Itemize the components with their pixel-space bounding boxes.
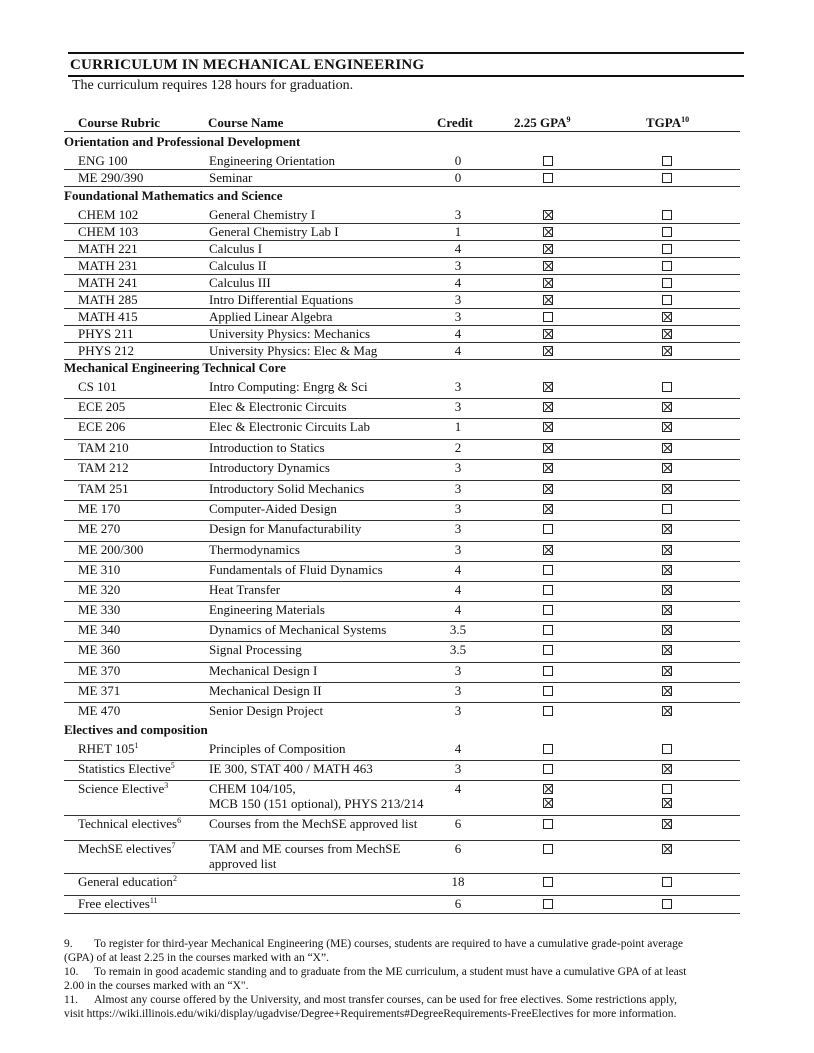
course-name: Courses from the MechSE approved list bbox=[209, 816, 418, 831]
course-credit: 3 bbox=[454, 460, 462, 475]
header-rubric: Course Rubric bbox=[78, 115, 160, 130]
table-row bbox=[64, 740, 740, 761]
course-rubric bbox=[78, 683, 120, 698]
header-name: Course Name bbox=[208, 115, 284, 130]
footnote bbox=[64, 937, 754, 965]
gpa-checkbox[interactable] bbox=[543, 382, 553, 392]
course-name-line2: MCB 150 (151 optional), PHYS 213/214 bbox=[209, 796, 424, 811]
tgpa-checkbox[interactable] bbox=[662, 504, 672, 514]
course-rubric-text: Science Elective bbox=[78, 781, 165, 796]
title-rule bbox=[68, 75, 744, 77]
course-name: TAM and ME courses from MechSE bbox=[209, 841, 401, 856]
footnote bbox=[64, 965, 754, 993]
footnote-text-line2: visit https://wiki.illinois.edu/wiki/display/ugadvise/Degree+Requirements#DegreeRequirements-FreeElectives for more information. bbox=[64, 1008, 677, 1020]
tgpa-checkbox[interactable] bbox=[662, 382, 672, 392]
course-credit: 4 bbox=[454, 582, 462, 597]
table-row bbox=[64, 702, 740, 720]
course-name: Engineering Materials bbox=[209, 602, 325, 617]
tgpa-checkbox[interactable] bbox=[662, 329, 672, 339]
table-row bbox=[64, 760, 740, 781]
course-rubric-text: ME 340 bbox=[78, 622, 121, 637]
table-row bbox=[64, 682, 740, 703]
gpa-checkbox[interactable] bbox=[543, 744, 553, 754]
course-name: Intro Differential Equations bbox=[209, 292, 354, 307]
course-rubric bbox=[78, 582, 120, 597]
tgpa-checkbox[interactable] bbox=[662, 784, 672, 794]
course-rubric-text: ME 371 bbox=[78, 683, 121, 698]
course-rubric bbox=[78, 781, 168, 796]
course-rubric-text: ME 170 bbox=[78, 501, 121, 516]
course-rubric-text: Technical electives bbox=[78, 816, 178, 831]
tgpa-checkbox[interactable] bbox=[662, 524, 672, 534]
course-rubric bbox=[78, 460, 129, 475]
table-row bbox=[64, 459, 740, 481]
gpa-checkbox[interactable] bbox=[543, 877, 553, 887]
course-rubric-text: ECE 206 bbox=[78, 419, 126, 434]
course-name: Heat Transfer bbox=[209, 582, 281, 597]
course-rubric-text: MATH 415 bbox=[78, 309, 138, 324]
course-credit: 4 bbox=[454, 562, 462, 577]
table-row bbox=[64, 398, 740, 419]
gpa-checkbox[interactable] bbox=[543, 422, 553, 432]
course-rubric bbox=[78, 703, 120, 718]
gpa-checkbox[interactable] bbox=[543, 565, 553, 575]
tgpa-checkbox[interactable] bbox=[662, 278, 672, 288]
gpa-checkbox[interactable] bbox=[543, 504, 553, 514]
course-name: Senior Design Project bbox=[209, 703, 324, 718]
gpa-checkbox[interactable] bbox=[543, 899, 553, 909]
course-credit: 3.5 bbox=[449, 642, 467, 657]
tgpa-checkbox[interactable] bbox=[662, 844, 672, 854]
course-rubric-text: MATH 231 bbox=[78, 258, 138, 273]
course-credit: 18 bbox=[451, 874, 465, 889]
course-rubric bbox=[78, 343, 134, 358]
gpa-checkbox[interactable] bbox=[543, 156, 553, 166]
course-rubric bbox=[78, 153, 127, 168]
section-title: Orientation and Professional Development bbox=[64, 134, 301, 149]
course-rubric bbox=[78, 761, 175, 776]
gpa-checkbox[interactable] bbox=[543, 666, 553, 676]
course-name: Introductory Solid Mechanics bbox=[209, 481, 365, 496]
course-rubric bbox=[78, 896, 158, 911]
course-rubric-text: CS 101 bbox=[78, 379, 117, 394]
table-row bbox=[64, 895, 740, 914]
table-row bbox=[64, 274, 740, 292]
gpa-checkbox[interactable] bbox=[543, 244, 553, 254]
tgpa-checkbox[interactable] bbox=[662, 565, 672, 575]
footnote-text-line2: 2.00 in the courses marked with an “X". bbox=[64, 980, 249, 992]
course-credit: 4 bbox=[454, 602, 462, 617]
course-rubric bbox=[78, 326, 134, 341]
course-name: Applied Linear Algebra bbox=[209, 309, 333, 324]
gpa-checkbox[interactable] bbox=[543, 443, 553, 453]
table-row bbox=[64, 240, 740, 258]
course-rubric-text: TAM 212 bbox=[78, 460, 129, 475]
section-title: Mechanical Engineering Technical Core bbox=[64, 360, 286, 375]
course-name: Introductory Dynamics bbox=[209, 460, 330, 475]
tgpa-checkbox[interactable] bbox=[662, 346, 672, 356]
tgpa-checkbox[interactable] bbox=[662, 899, 672, 909]
tgpa-checkbox[interactable] bbox=[662, 261, 672, 271]
course-credit: 3 bbox=[454, 292, 462, 307]
course-credit: 4 bbox=[454, 326, 462, 341]
course-rubric-text: ME 320 bbox=[78, 582, 121, 597]
course-credit: 4 bbox=[454, 275, 462, 290]
footnote-marker: 5 bbox=[170, 761, 175, 770]
table-row bbox=[64, 815, 740, 841]
course-rubric bbox=[78, 602, 120, 617]
gpa-checkbox[interactable] bbox=[543, 261, 553, 271]
table-row bbox=[64, 581, 740, 602]
course-rubric bbox=[78, 241, 138, 256]
course-name: Dynamics of Mechanical Systems bbox=[209, 622, 387, 637]
course-rubric bbox=[78, 170, 143, 185]
course-rubric-text: TAM 210 bbox=[78, 440, 129, 455]
course-credit: 6 bbox=[454, 816, 462, 831]
header-tgpa-footnote: 10 bbox=[681, 115, 690, 124]
course-rubric bbox=[78, 379, 117, 394]
course-name: Seminar bbox=[209, 170, 253, 185]
course-name: Intro Computing: Engrg & Sci bbox=[209, 379, 368, 394]
course-rubric bbox=[78, 501, 120, 516]
course-name: Engineering Orientation bbox=[209, 153, 335, 168]
table-row bbox=[64, 257, 740, 275]
course-credit: 0 bbox=[454, 170, 462, 185]
course-name: Mechanical Design II bbox=[209, 683, 322, 698]
footnote-number: 10. bbox=[64, 966, 79, 978]
gpa-checkbox[interactable] bbox=[543, 686, 553, 696]
gpa-checkbox[interactable] bbox=[543, 844, 553, 854]
footnote-marker: 7 bbox=[171, 841, 176, 850]
course-rubric bbox=[78, 741, 138, 756]
header-gpa bbox=[514, 115, 570, 131]
course-rubric bbox=[78, 275, 138, 290]
course-rubric-text: ME 290/390 bbox=[78, 170, 144, 185]
course-rubric bbox=[78, 292, 138, 307]
table-row bbox=[64, 206, 740, 224]
course-rubric bbox=[78, 309, 138, 324]
table-row bbox=[64, 152, 740, 170]
footnote-text: Almost any course offered by the University, and most transfer courses, can be used for free electives. Some restrictions apply, bbox=[94, 994, 678, 1006]
gpa-checkbox[interactable] bbox=[543, 173, 553, 183]
course-rubric-text: ME 270 bbox=[78, 521, 121, 536]
course-credit: 3 bbox=[454, 521, 462, 536]
tgpa-checkbox[interactable] bbox=[662, 819, 672, 829]
course-rubric-text: ECE 205 bbox=[78, 399, 126, 414]
gpa-checkbox[interactable] bbox=[543, 278, 553, 288]
course-rubric-text: General education bbox=[78, 874, 173, 889]
course-credit: 3 bbox=[454, 379, 462, 394]
course-rubric bbox=[78, 521, 120, 536]
gpa-checkbox[interactable] bbox=[543, 346, 553, 356]
course-credit: 0 bbox=[454, 153, 462, 168]
tgpa-checkbox[interactable] bbox=[662, 210, 672, 220]
course-credit: 3 bbox=[454, 501, 462, 516]
course-name: Thermodynamics bbox=[209, 542, 300, 557]
course-name: IE 300, STAT 400 / MATH 463 bbox=[209, 761, 373, 776]
top-rule bbox=[68, 52, 744, 54]
table-row bbox=[64, 641, 740, 663]
course-credit: 4 bbox=[454, 343, 462, 358]
course-rubric-text: ME 330 bbox=[78, 602, 121, 617]
course-rubric-text: Free electives bbox=[78, 896, 150, 911]
table-row bbox=[64, 223, 740, 241]
course-name: Elec & Electronic Circuits bbox=[209, 399, 347, 414]
course-rubric-text: ENG 100 bbox=[78, 153, 128, 168]
course-rubric bbox=[78, 207, 138, 222]
course-rubric bbox=[78, 258, 138, 273]
course-credit: 4 bbox=[454, 241, 462, 256]
course-name: Calculus I bbox=[209, 241, 263, 256]
course-name: Principles of Composition bbox=[209, 741, 346, 756]
tgpa-checkbox[interactable] bbox=[662, 645, 672, 655]
header-rule bbox=[64, 131, 740, 132]
course-credit: 2 bbox=[454, 440, 462, 455]
gpa-checkbox[interactable] bbox=[543, 484, 553, 494]
course-rubric bbox=[78, 481, 129, 496]
course-rubric bbox=[78, 663, 120, 678]
course-rubric-text: MATH 221 bbox=[78, 241, 138, 256]
footnote-marker: 2 bbox=[172, 874, 177, 883]
table-row bbox=[64, 840, 740, 874]
tgpa-checkbox-2[interactable] bbox=[662, 798, 672, 808]
tgpa-checkbox[interactable] bbox=[662, 312, 672, 322]
tgpa-checkbox[interactable] bbox=[662, 666, 672, 676]
footnote-number: 9. bbox=[64, 938, 73, 950]
gpa-checkbox[interactable] bbox=[543, 784, 553, 794]
course-credit: 4 bbox=[454, 781, 462, 796]
tgpa-checkbox[interactable] bbox=[662, 484, 672, 494]
tgpa-checkbox[interactable] bbox=[662, 156, 672, 166]
course-rubric-text: ME 200/300 bbox=[78, 542, 144, 557]
course-name: General Chemistry I bbox=[209, 207, 316, 222]
course-rubric-text: MechSE electives bbox=[78, 841, 172, 856]
footnote-marker: 1 bbox=[134, 741, 139, 750]
course-rubric bbox=[78, 874, 177, 889]
course-credit: 4 bbox=[454, 741, 462, 756]
table-row bbox=[64, 780, 740, 816]
course-name: Introduction to Statics bbox=[209, 440, 325, 455]
gpa-checkbox[interactable] bbox=[543, 545, 553, 555]
course-name: Design for Manufacturability bbox=[209, 521, 362, 536]
course-rubric-text: PHYS 212 bbox=[78, 343, 134, 358]
gpa-checkbox[interactable] bbox=[543, 585, 553, 595]
course-rubric bbox=[78, 841, 176, 856]
course-rubric-text: ME 370 bbox=[78, 663, 121, 678]
footnote-text-line2: (GPA) of at least 2.25 in the courses marked with an “X”. bbox=[64, 952, 329, 964]
course-rubric-text: MATH 241 bbox=[78, 275, 138, 290]
gpa-checkbox[interactable] bbox=[543, 625, 553, 635]
table-row bbox=[64, 561, 740, 582]
footnote-marker: 6 bbox=[177, 816, 182, 825]
table-row bbox=[64, 169, 740, 187]
course-rubric-text: CHEM 103 bbox=[78, 224, 139, 239]
table-row bbox=[64, 662, 740, 683]
course-name: Mechanical Design I bbox=[209, 663, 318, 678]
table-row bbox=[64, 541, 740, 562]
tgpa-checkbox[interactable] bbox=[662, 422, 672, 432]
table-row bbox=[64, 378, 740, 399]
section-title: Foundational Mathematics and Science bbox=[64, 188, 283, 203]
course-name: General Chemistry Lab I bbox=[209, 224, 339, 239]
course-rubric bbox=[78, 224, 138, 239]
course-name: CHEM 104/105, bbox=[209, 781, 296, 796]
course-rubric-text: TAM 251 bbox=[78, 481, 129, 496]
tgpa-checkbox[interactable] bbox=[662, 463, 672, 473]
course-name: University Physics: Elec & Mag bbox=[209, 343, 378, 358]
table-row bbox=[64, 325, 740, 343]
table-row bbox=[64, 291, 740, 309]
gpa-checkbox[interactable] bbox=[543, 764, 553, 774]
header-tgpa bbox=[646, 115, 689, 131]
page-subtitle: The curriculum requires 128 hours for graduation. bbox=[72, 78, 354, 93]
footnote-text: To register for third-year Mechanical Engineering (ME) courses, students are required to have a cumulative grade-point average bbox=[94, 938, 683, 950]
gpa-checkbox[interactable] bbox=[543, 402, 553, 412]
footnote bbox=[64, 993, 754, 1021]
course-name: Fundamentals of Fluid Dynamics bbox=[209, 562, 383, 577]
course-credit: 3 bbox=[454, 481, 462, 496]
tgpa-checkbox[interactable] bbox=[662, 295, 672, 305]
gpa-checkbox[interactable] bbox=[543, 329, 553, 339]
gpa-checkbox[interactable] bbox=[543, 706, 553, 716]
course-rubric-text: ME 470 bbox=[78, 703, 121, 718]
section-title: Electives and composition bbox=[64, 722, 208, 737]
course-rubric-text: CHEM 102 bbox=[78, 207, 139, 222]
course-credit: 3 bbox=[454, 761, 462, 776]
course-credit: 3.5 bbox=[449, 622, 467, 637]
course-credit: 3 bbox=[454, 207, 462, 222]
course-credit: 1 bbox=[454, 419, 462, 434]
table-row bbox=[64, 621, 740, 642]
course-rubric bbox=[78, 622, 120, 637]
table-row bbox=[64, 500, 740, 521]
course-rubric-text: MATH 285 bbox=[78, 292, 138, 307]
course-credit: 3 bbox=[454, 703, 462, 718]
course-name: Elec & Electronic Circuits Lab bbox=[209, 419, 370, 434]
course-credit: 3 bbox=[454, 399, 462, 414]
course-rubric bbox=[78, 562, 120, 577]
tgpa-checkbox[interactable] bbox=[662, 585, 672, 595]
course-rubric-text: ME 360 bbox=[78, 642, 121, 657]
gpa-checkbox[interactable] bbox=[543, 295, 553, 305]
course-rubric bbox=[78, 542, 143, 557]
tgpa-checkbox[interactable] bbox=[662, 244, 672, 254]
table-row bbox=[64, 520, 740, 542]
course-name: Calculus II bbox=[209, 258, 267, 273]
table-row bbox=[64, 418, 740, 440]
tgpa-checkbox[interactable] bbox=[662, 402, 672, 412]
course-name-line2: approved list bbox=[209, 856, 277, 871]
course-credit: 3 bbox=[454, 309, 462, 324]
gpa-checkbox[interactable] bbox=[543, 227, 553, 237]
course-name: Signal Processing bbox=[209, 642, 302, 657]
course-rubric bbox=[78, 419, 125, 434]
course-rubric-text: Statistics Elective bbox=[78, 761, 171, 776]
tgpa-checkbox[interactable] bbox=[662, 706, 672, 716]
course-credit: 6 bbox=[454, 896, 462, 911]
tgpa-checkbox[interactable] bbox=[662, 764, 672, 774]
course-credit: 3 bbox=[454, 258, 462, 273]
course-rubric-text: ME 310 bbox=[78, 562, 121, 577]
tgpa-checkbox[interactable] bbox=[662, 605, 672, 615]
page-title: CURRICULUM IN MECHANICAL ENGINEERING bbox=[70, 57, 425, 73]
course-rubric bbox=[78, 642, 120, 657]
gpa-checkbox[interactable] bbox=[543, 210, 553, 220]
table-row bbox=[64, 873, 740, 896]
course-rubric bbox=[78, 440, 129, 455]
footnote-text: To remain in good academic standing and to graduate from the ME curriculum, a student must have a cumulative GPA of at least bbox=[94, 966, 687, 978]
course-rubric bbox=[78, 816, 181, 831]
footnote-marker: 3 bbox=[164, 781, 169, 790]
gpa-checkbox[interactable] bbox=[543, 524, 553, 534]
tgpa-checkbox[interactable] bbox=[662, 686, 672, 696]
table-row bbox=[64, 480, 740, 501]
course-credit: 1 bbox=[454, 224, 462, 239]
gpa-checkbox[interactable] bbox=[543, 645, 553, 655]
course-rubric-text: PHYS 211 bbox=[78, 326, 134, 341]
tgpa-checkbox[interactable] bbox=[662, 625, 672, 635]
gpa-checkbox[interactable] bbox=[543, 605, 553, 615]
header-tgpa-label: TGPA bbox=[646, 115, 682, 130]
header-gpa-label: 2.25 GPA bbox=[514, 115, 567, 130]
table-row bbox=[64, 601, 740, 622]
tgpa-checkbox[interactable] bbox=[662, 443, 672, 453]
header-gpa-footnote: 9 bbox=[566, 115, 571, 124]
gpa-checkbox-2[interactable] bbox=[543, 798, 553, 808]
tgpa-checkbox[interactable] bbox=[662, 545, 672, 555]
course-name: University Physics: Mechanics bbox=[209, 326, 371, 341]
course-name: Calculus III bbox=[209, 275, 271, 290]
gpa-checkbox[interactable] bbox=[543, 463, 553, 473]
tgpa-checkbox[interactable] bbox=[662, 227, 672, 237]
gpa-checkbox[interactable] bbox=[543, 819, 553, 829]
footnote-number: 11. bbox=[64, 994, 78, 1006]
course-credit: 6 bbox=[454, 841, 462, 856]
table-row bbox=[64, 342, 740, 360]
tgpa-checkbox[interactable] bbox=[662, 173, 672, 183]
tgpa-checkbox[interactable] bbox=[662, 744, 672, 754]
course-name: Computer-Aided Design bbox=[209, 501, 337, 516]
course-credit: 3 bbox=[454, 663, 462, 678]
course-credit: 3 bbox=[454, 542, 462, 557]
table-row bbox=[64, 439, 740, 460]
course-credit: 3 bbox=[454, 683, 462, 698]
table-row bbox=[64, 308, 740, 326]
header-credit: Credit bbox=[437, 115, 473, 130]
footnote-marker: 11 bbox=[149, 896, 158, 905]
course-rubric bbox=[78, 399, 125, 414]
course-rubric-text: RHET 105 bbox=[78, 741, 135, 756]
tgpa-checkbox[interactable] bbox=[662, 877, 672, 887]
gpa-checkbox[interactable] bbox=[543, 312, 553, 322]
